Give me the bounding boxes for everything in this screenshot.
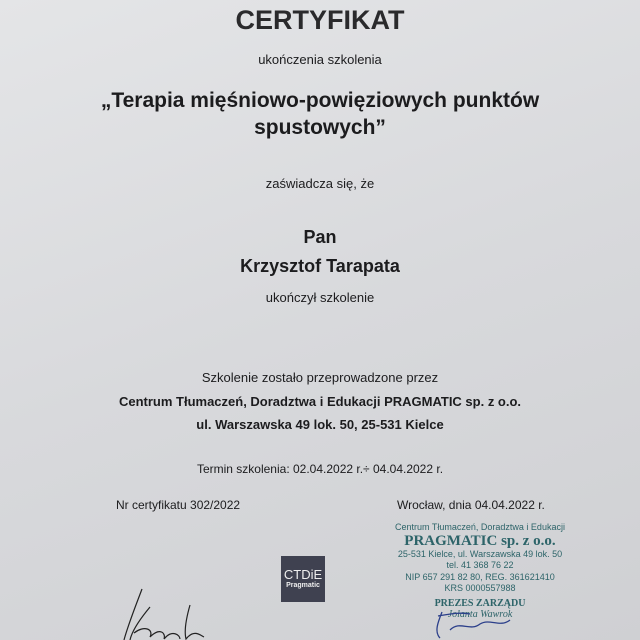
company-stamp bbox=[390, 522, 570, 621]
participant-name: Krzysztof Tarapata bbox=[240, 256, 400, 276]
president-signature bbox=[430, 610, 520, 640]
signature bbox=[110, 585, 220, 640]
stamp-name: Jolanta Wawrok bbox=[447, 609, 513, 620]
organizer-address: ul. Warszawska 49 lok. 50, 25-531 Kielce bbox=[196, 417, 444, 432]
stamp-company: PRAGMATIC sp. z o.o. bbox=[404, 532, 556, 549]
logo-subtext: Pragmatic bbox=[286, 582, 320, 589]
stamp-line: NIP 657 291 82 80, REG. 361621410 bbox=[405, 571, 555, 582]
stamp-role: PREZES ZARZĄDU bbox=[434, 597, 526, 609]
ctdie-logo bbox=[281, 556, 325, 602]
stamp-line: tel. 41 368 76 22 bbox=[446, 560, 514, 570]
course-title-line1: „Terapia mięśniowo-powięziowych punktów bbox=[100, 89, 540, 112]
salutation: Pan bbox=[303, 227, 337, 247]
certificate-title: CERTYFIKAT bbox=[235, 5, 405, 35]
logo-text: CTDiE bbox=[283, 567, 323, 582]
certifies-text: zaświadcza się, że bbox=[265, 176, 375, 191]
certificate-number: Nr certyfikatu 302/2022 bbox=[116, 498, 241, 512]
stamp-line: Centrum Tłumaczeń, Doradztwa i Edukacji bbox=[395, 522, 565, 532]
course-title-line2: spustowych” bbox=[254, 116, 386, 139]
stamp-line: KRS 0000557988 bbox=[444, 583, 516, 593]
certificate-subtitle: ukończenia szkolenia bbox=[258, 52, 382, 67]
training-term: Termin szkolenia: 02.04.2022 r.÷ 04.04.2022 r. bbox=[196, 462, 444, 476]
organizer-name: Centrum Tłumaczeń, Doradztwa i Edukacji PRAGMATIC sp. z o.o. bbox=[118, 394, 522, 409]
conducted-by-text: Szkolenie zostało przeprowadzone przez bbox=[201, 370, 439, 385]
place-and-date: Wrocław, dnia 04.04.2022 r. bbox=[397, 498, 545, 512]
completed-text: ukończył szkolenie bbox=[265, 290, 375, 305]
stamp-line: 25-531 Kielce, ul. Warszawska 49 lok. 50 bbox=[397, 548, 563, 559]
